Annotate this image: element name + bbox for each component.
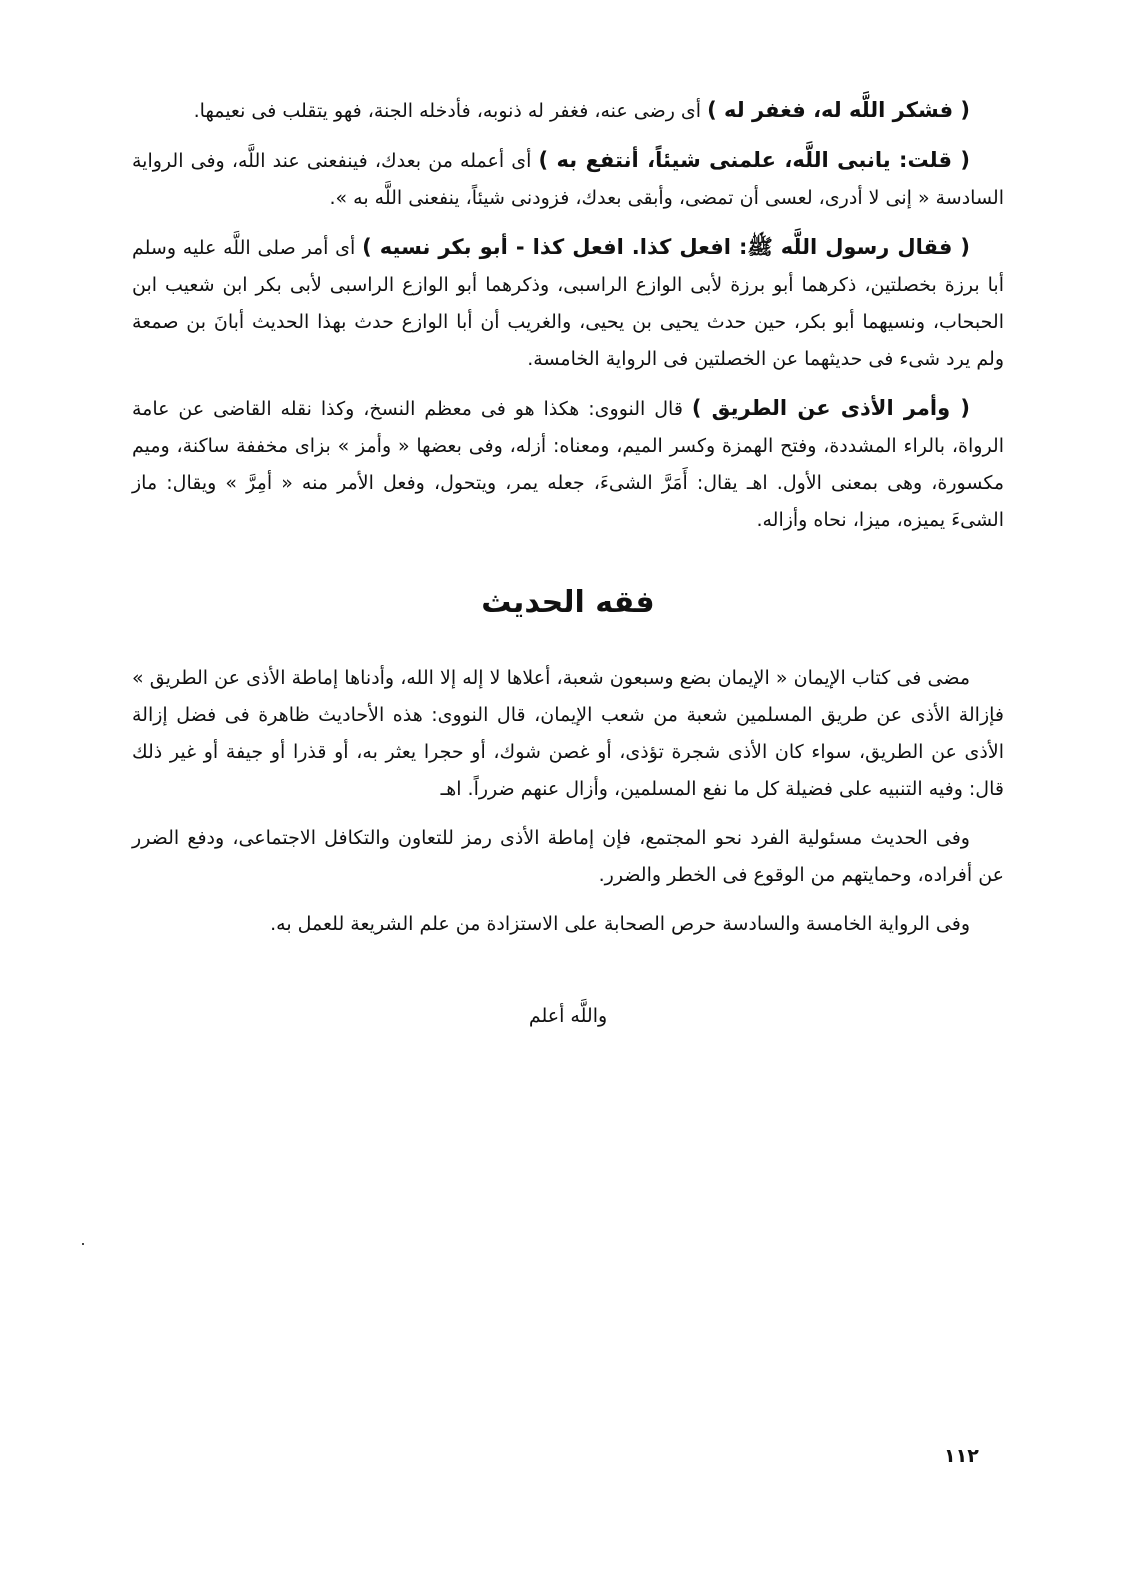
page-number: ١١٢ [944,1445,979,1467]
fiqh-paragraph-1: مضى فى كتاب الإيمان « الإيمان بضع وسبعون شعبة، أعلاها لا إله إلا الله، وأدناها إماطة الأذى عن الطريق » فإزالة الأذى عن طريق المسلمين شعبة من شعب الإيمان، قال النووى: هذه الأحاديث ظاهرة فى فضل إزالة الأذى عن الطريق، سواء كان الأذى شجرة تؤذى، أو غصن شوك، أو حجرا يعثر به، أو قذرا أو جيفة أو غير ذلك قال: وفيه التنبيه على فضيلة كل ما نفع المسلمين، وأزال عنهم ضرراً. اهـ [132,667,1004,800]
commentary-paragraph-1 [132,92,1004,130]
hadith-lemma: ( وأمر الأذى عن الطريق ) [691,396,970,420]
fiqh-paragraph-2: وفى الحديث مسئولية الفرد نحو المجتمع، فإن إماطة الأذى رمز للتعاون والتكافل الاجتماعى، ودفع الضرر عن أفراده، وحمايتهم من الوقوع فى الخطر والضرر. [132,827,1004,886]
hadith-lemma: ( قلت: يانبى اللَّه، علمنى شيئاً، أنتفع به ) [538,148,971,172]
commentary-paragraph-2 [132,142,1004,217]
scan-speck [82,1243,84,1245]
commentary-text: أى رضى عنه، فغفر له ذنوبه، فأدخله الجنة، فهو يتقلب فى نعيمها. [193,100,708,122]
hadith-lemma: ( فقال رسول اللَّه ﷺ: افعل كذا. افعل كذا - أبو بكر نسيه ) [362,235,970,259]
hadith-lemma: ( فشكر اللَّه له، فغفر له ) [707,98,970,122]
commentary-paragraph-3 [132,229,1004,378]
fiqh-paragraph-3: وفى الرواية الخامسة والسادسة حرص الصحابة على الاستزادة من علم الشريعة للعمل به. [270,913,970,935]
commentary-text: أى أعمله من بعدك، فينفعنى عند اللَّه، وفى الرواية السادسة « إنى لا أدرى، لعسى أن تمضى، وأبقى بعدك، فزودنى شيئاً، ينفعنى اللَّه به ». [132,150,1004,209]
commentary-paragraph-4 [132,390,1004,539]
closing-phrase: واللَّه أعلم [528,1005,608,1027]
section-heading: فقه الحديث [481,585,655,620]
page-content [132,92,1004,1027]
commentary-text: أى أمر صلى اللَّه عليه وسلم أبا برزة بخصلتين، ذكرهما أبو برزة لأبى الوازع الراسبى، وذكرهما أبو الوازع الراسبى لأبى بكر ابن شعيب ابن الحبحاب، ونسيهما أبو بكر، حين حدث يحيى بن يحيى، والغريب أن أبا الوازع حدث بهذا الحديث أبانَ بن صمعة ولم يرد شىء فى حديثهما عن الخصلتين فى الرواية الخامسة. [132,237,1004,370]
commentary-text: قال النووى: هكذا هو فى معظم النسخ، وكذا نقله القاضى عن عامة الرواة، بالراء المشددة، وفتح الهمزة وكسر الميم، ومعناه: أزله، وفى بعضها « وأمز » بزاى مخففة ساكنة، وميم مكسورة، وهى بمعنى الأول. اهـ يقال: أَمَرَّ الشىءَ، جعله يمر، ويتحول، وفعل الأمر منه « أمِرَّ » ويقال: ماز الشىءَ يميزه، ميزا، نحاه وأزاله. [132,398,1004,531]
